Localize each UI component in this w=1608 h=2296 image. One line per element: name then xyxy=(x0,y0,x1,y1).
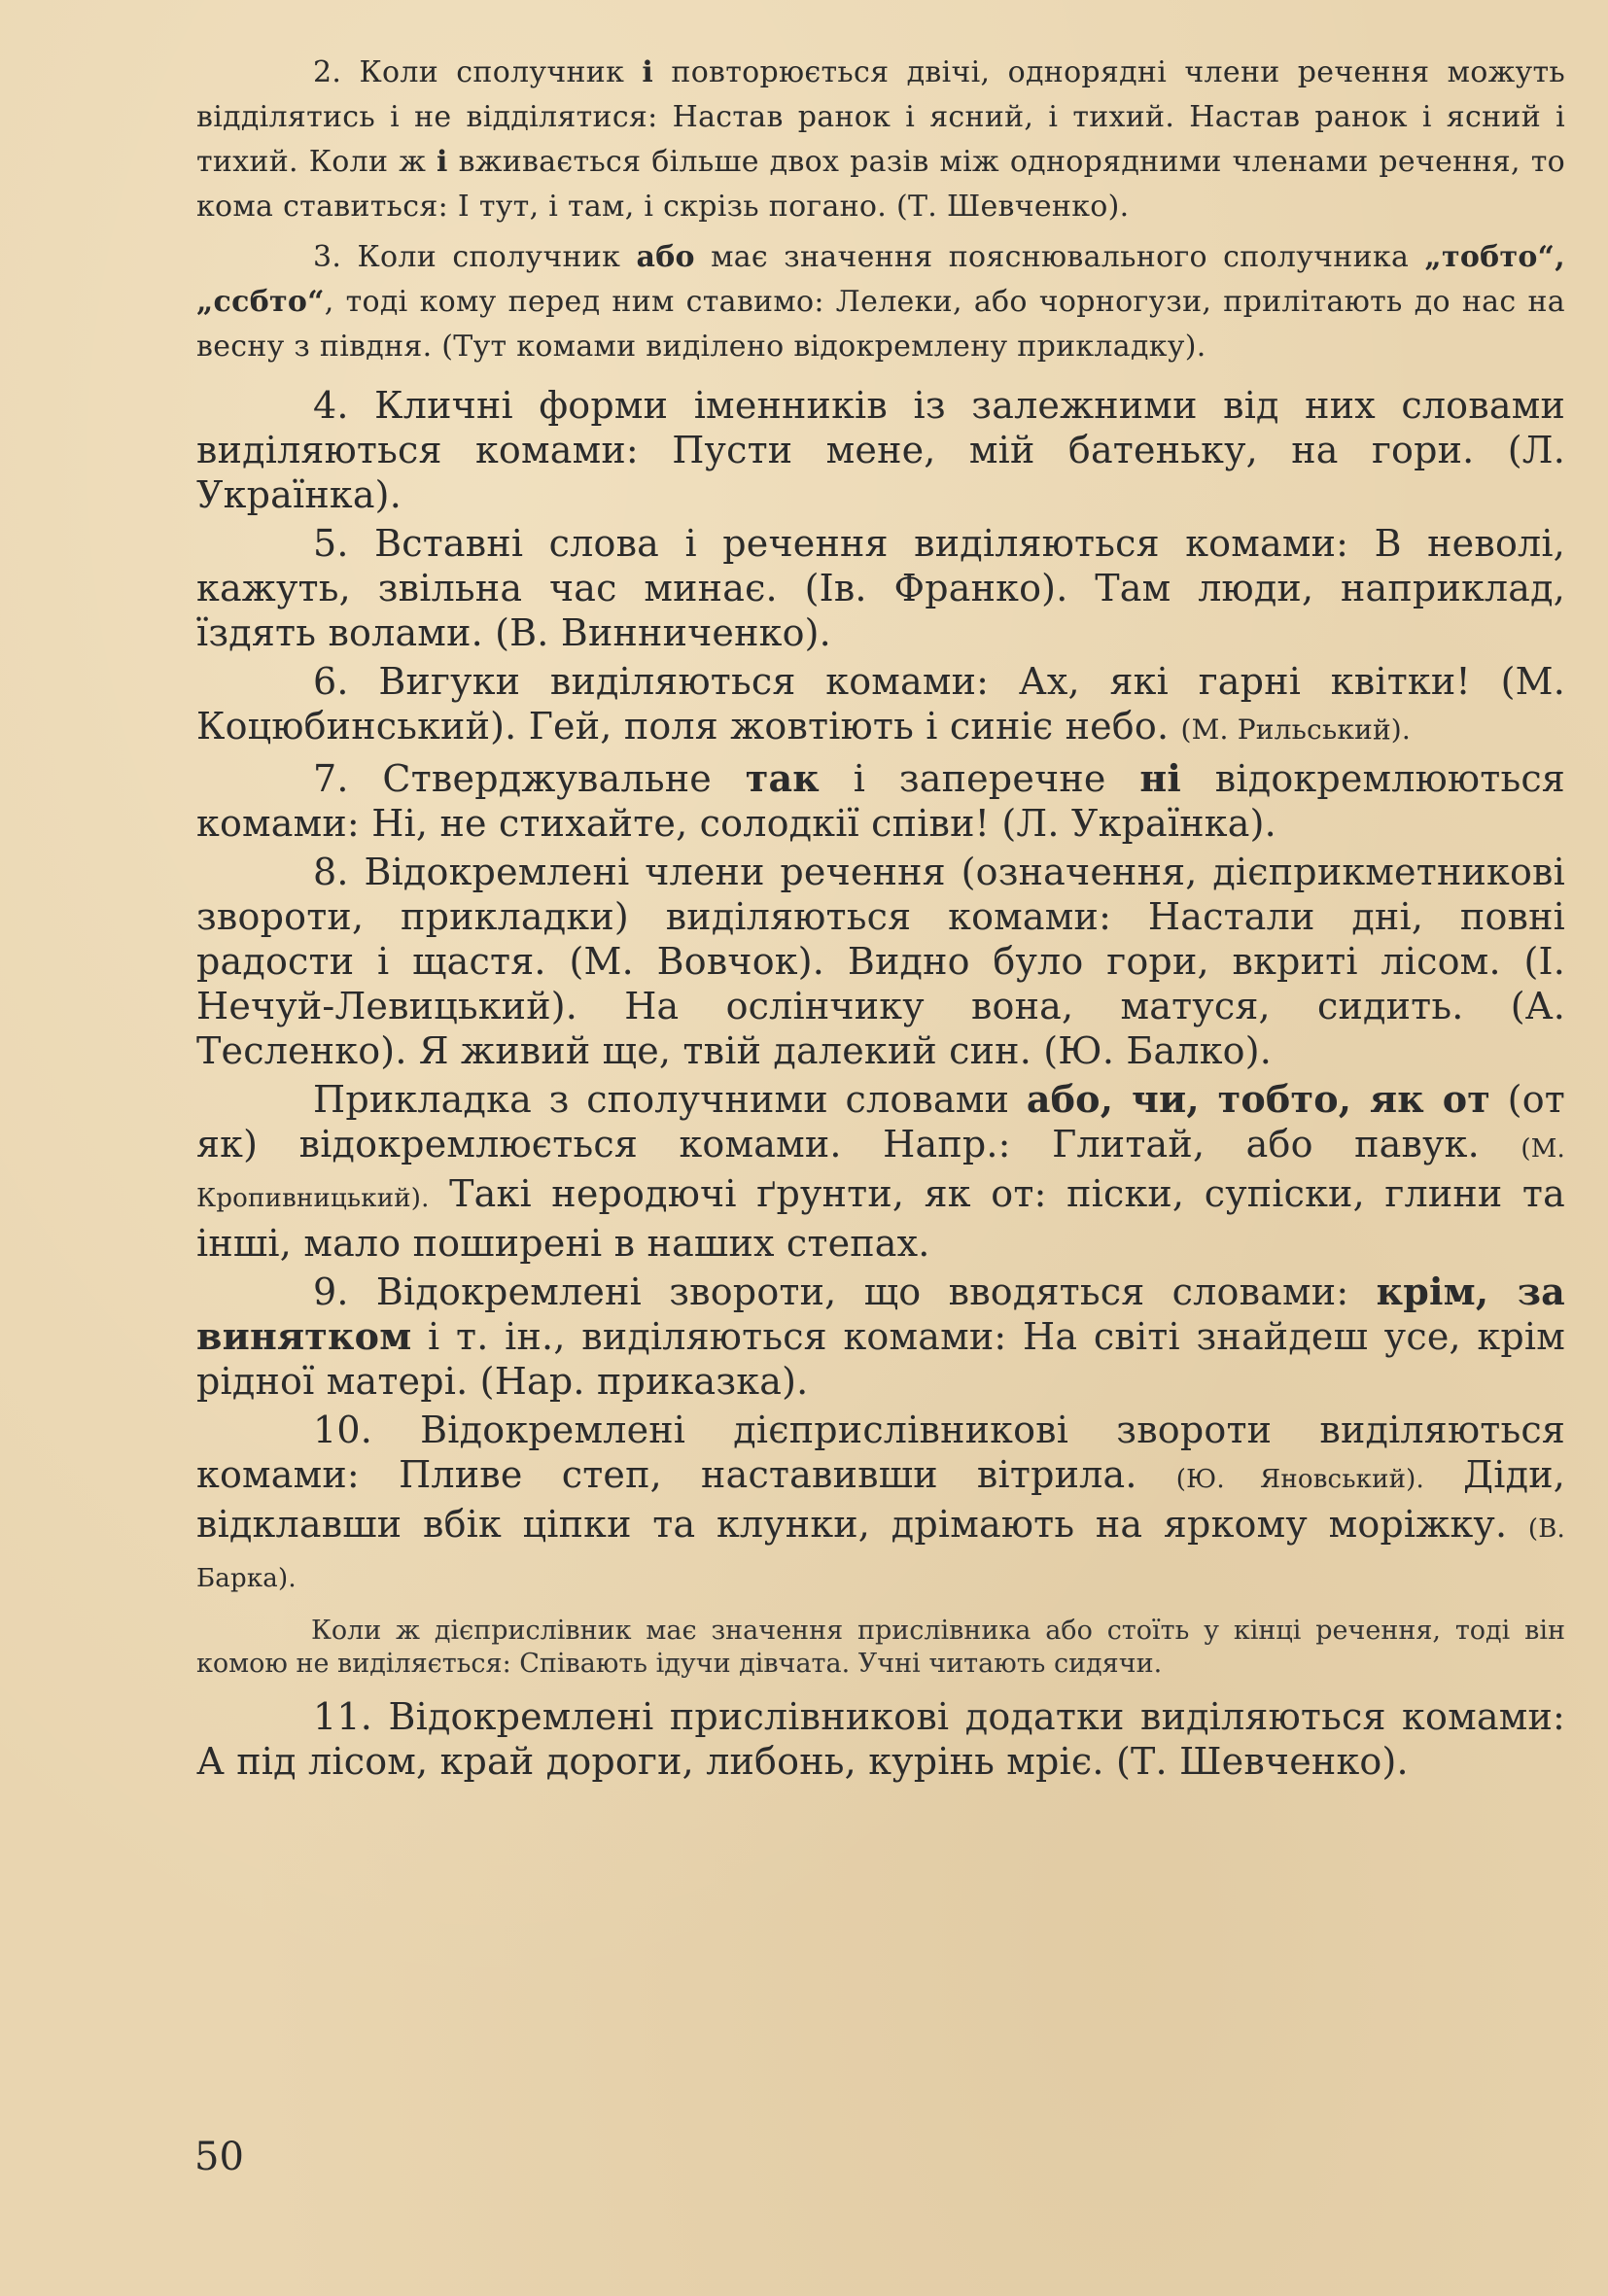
rule-11: 11. Відокремлені прислівникові додатки виділяються комами: А під лісом, край дороги, либонь, курінь мріє. (Т. Шевченко). xyxy=(196,1695,1565,1783)
keyword-tak: так xyxy=(745,756,820,800)
keyword-abo: або xyxy=(636,240,695,274)
rule-8b-text-cont: (от як) відокремлюється комами. Напр.: Глитай, або павук. xyxy=(196,1078,1566,1165)
rule-2-text: 2. Коли сполучник xyxy=(313,55,643,89)
rule-10-source-2: (В. Барка). xyxy=(196,1514,1565,1593)
rule-3-text: 3. Коли сполучник xyxy=(313,240,637,274)
rule-8-appositive xyxy=(196,1077,1565,1266)
rule-6 xyxy=(196,659,1565,752)
rule-7-text-cont: і заперечне xyxy=(819,757,1140,800)
rule-9-text: 9. Відокремлені звороти, що вводяться словами: xyxy=(313,1270,1377,1313)
rule-3 xyxy=(196,235,1565,369)
rule-7-text-end: відокремлюються комами: Ні, не стихайте, солодкії співи! (Л. Українка). xyxy=(196,757,1565,845)
rule-10-text-cont: Діди, відклавши вбік ціпки та клунки, дрімають на яркому моріжку. xyxy=(196,1453,1565,1546)
keyword-abo-chy: або, чи, тобто, як от xyxy=(1026,1077,1491,1121)
page-text xyxy=(196,51,1565,1788)
rule-8: 8. Відокремлені члени речення (означення, дієприкметникові звороти, прикладки) виділяються комами: Настали дні, повні радости і щастя. (М. Вовчок). Видно було гори, вкриті лісом. (І. Нечуй-Левицький). На ослінчику вона, матуся, сидить. (А. Тесленко). Я живий ще, твій далекий син. (Ю. Балко). xyxy=(196,851,1565,1072)
keyword-i-2: і xyxy=(437,145,448,179)
rule-7 xyxy=(196,756,1565,846)
rule-5: 5. Вставні слова і речення виділяються комами: В неволі, кажуть, звільна час минає. (Ів. Франко). Там люди, наприклад, їздять волами. (В. Винниченко). xyxy=(196,522,1565,654)
rule-8b-source: (М. Кропивницький). xyxy=(196,1134,1565,1213)
rule-10-text: 10. Відокремлені дієприслівникові звороти виділяються комами: Пливе степ, наставивши вітрила. xyxy=(196,1409,1565,1496)
rule-3-text-cont: має значення пояснювального сполучника xyxy=(694,240,1425,274)
rule-6-source: (М. Рильський). xyxy=(1180,713,1412,746)
note-gerund: Коли ж дієприслівник має значення прислівника або стоїть у кінці речення, тоді він комою не виділяється: Співають ідучи дівчата. Учні читають сидячи. xyxy=(196,1616,1565,1679)
rule-10-source-1: (Ю. Яновський). xyxy=(1175,1465,1424,1494)
rule-9 xyxy=(196,1270,1565,1404)
rule-7-text: 7. Стверджувальне xyxy=(313,757,746,800)
rule-10 xyxy=(196,1408,1565,1601)
rule-2 xyxy=(196,51,1565,229)
rule-2-text-cont: повторюється двічі, однорядні члени речення можуть відділятись і не відділятися: Настав ранок і ясний, і тихий. Настав ранок і ясний і тихий. Коли ж xyxy=(196,55,1566,179)
keyword-ni: ні xyxy=(1139,756,1181,800)
page-number: 50 xyxy=(194,2135,244,2179)
rule-4: 4. Кличні форми іменників із залежними від них словами виділяються комами: Пусти мене, мій батеньку, на гори. (Л. Українка). xyxy=(196,384,1565,516)
rule-3-text-end: , тоді кому перед ним ставимо: Лелеки, або чорногузи, прилітають до нас на весну з півдня. (Тут комами виділено відокремлену прикладку). xyxy=(196,285,1565,364)
keyword-krim: крім, за винятком xyxy=(196,1270,1566,1358)
keyword-tobto: „тобто“, „ссбто“ xyxy=(196,240,1565,319)
rule-2-text-end: вживається більше двох разів між однорядними членами речення, то кома ставиться: І тут, і там, і скрізь погано. (Т. Шевченко). xyxy=(196,145,1565,224)
rule-6-text: 6. Вигуки виділяються комами: Ах, які гарні квітки! (М. Коцюбинський). Гей, поля жовтіють і синіє небо. xyxy=(196,660,1565,748)
rule-9-text-end: і т. ін., виділяються комами: На світі знайдеш усе, крім рідної матері. (Нар. приказка). xyxy=(196,1315,1565,1403)
rule-8b-text-end: Такі неродючі ґрунти, як от: піски, супіски, глини та інші, мало поширені в наших степах. xyxy=(196,1172,1565,1265)
keyword-i: і xyxy=(642,55,654,89)
rule-8b-text: Прикладка з сполучними словами xyxy=(313,1078,1027,1121)
